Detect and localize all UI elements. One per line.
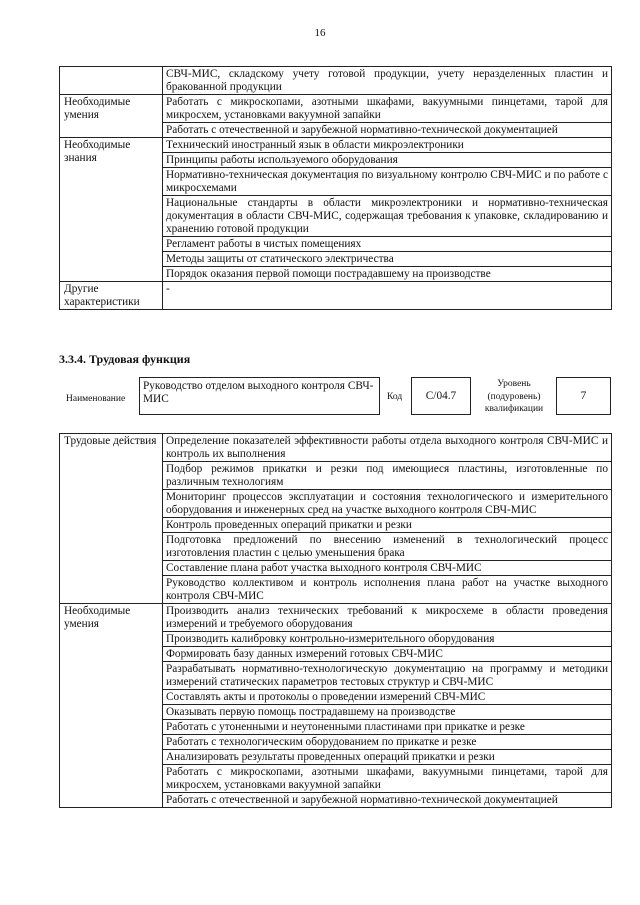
row-category-label [60, 67, 163, 95]
requirement-item: Мониторинг процессов эксплуатации и состояния технологического и измерительного оборудования и инженерных сред на участке выходного контроля СВЧ-МИС [163, 490, 612, 518]
requirement-item: Работать с отечественной и зарубежной нормативно-технической документацией [163, 793, 612, 808]
requirement-item: Работать с микроскопами, азотными шкафами, вакуумными пинцетами, тарой для микросхем, установками вакуумной запайки [163, 95, 612, 123]
requirement-item: Принципы работы используемого оборудования [163, 153, 612, 168]
requirement-item: Работать с микроскопами, азотными шкафами, вакуумными пинцетами, тарой для микросхем, установками вакуумной запайки [163, 765, 612, 793]
row-category-label: Необходимые знания [60, 138, 163, 282]
requirement-item: Нормативно-техническая документация по визуальному контролю СВЧ-МИС и по работе с микросхемами [163, 168, 612, 196]
requirement-item: Национальные стандарты в области микроэлектроники и нормативно-техническая документация в области СВЧ-МИС, содержащая требования к упаковке, складированию и хранению готовой продукции [163, 196, 612, 237]
requirement-item: Оказывать первую помощь пострадавшему на производстве [163, 705, 612, 720]
requirement-item: Руководство коллективом и контроль исполнения плана работ на участке выходного контроля СВЧ-МИС [163, 576, 612, 604]
table-row [60, 282, 612, 310]
code-label: Код [387, 392, 403, 402]
page-number: 16 [314, 27, 326, 39]
level-value: 7 [580, 389, 587, 402]
requirement-item: Разрабатывать нормативно-технологическую документацию на программу и методики измерений статических параметров тестовых структур и СВЧ-МИС [163, 662, 612, 690]
code-box [411, 377, 471, 415]
requirement-item: Технический иностранный язык в области микроэлектроники [163, 138, 612, 153]
requirement-item: Анализировать результаты проведенных операций прикатки и резки [163, 750, 612, 765]
requirement-item: Работать с отечественной и зарубежной нормативно-технической документацией [163, 123, 612, 138]
requirement-item: Методы защиты от статического электричества [163, 252, 612, 267]
name-label: Наименование [66, 394, 126, 404]
qualification-level-label: Уровень (подуровень) квалификации [484, 379, 544, 414]
requirement-item: Контроль проведенных операций прикатки и резки [163, 518, 612, 533]
requirement-item: Работать с утоненными и неутоненными пластинами при прикатке и резке [163, 720, 612, 735]
table-row [60, 138, 612, 153]
table-row [60, 434, 612, 462]
table-row [60, 604, 612, 632]
table-row [60, 67, 612, 95]
code-value: С/04.7 [425, 389, 457, 402]
requirement-item: СВЧ-МИС, складскому учету готовой продукции, учету неразделенных пластин и бракованной продукции [163, 67, 612, 95]
function-name: Руководство отделом выходного контроля СВЧ-МИС [143, 380, 374, 405]
requirement-item: Определение показателей эффективности работы отдела выходного контроля СВЧ-МИС и контроль их выполнения [163, 434, 612, 462]
requirement-item: Порядок оказания первой помощи пострадавшему на производстве [163, 267, 612, 282]
requirements-table [59, 66, 612, 310]
requirement-item: Производить калибровку контрольно-измерительного оборудования [163, 632, 612, 647]
requirement-item: - [163, 282, 612, 310]
requirement-item: Производить анализ технических требований к микросхеме в области проведения измерений и требуемого оборудования [163, 604, 612, 632]
labor-function-table [59, 433, 612, 808]
section-title: 3.3.4. Трудовая функция [59, 352, 191, 366]
table-row [60, 95, 612, 123]
level-box [556, 377, 611, 415]
requirement-item: Регламент работы в чистых помещениях [163, 237, 612, 252]
row-category-label: Другие характеристики [60, 282, 163, 310]
row-category-label: Необходимые умения [60, 95, 163, 138]
requirement-item: Работать с технологическим оборудованием по прикатке и резке [163, 735, 612, 750]
row-category-label: Трудовые действия [60, 434, 163, 604]
requirement-item: Формировать базу данных измерений готовых СВЧ-МИС [163, 647, 612, 662]
requirement-item: Подготовка предложений по внесению изменений в технологический процесс изготовления пластин с целью уменьшения брака [163, 533, 612, 561]
function-name-box [139, 377, 380, 415]
requirement-item: Подбор режимов прикатки и резки под имеющиеся пластины, изготовленные по различным технологиям [163, 462, 612, 490]
row-category-label: Необходимые умения [60, 604, 163, 808]
requirement-item: Составлять акты и протоколы о проведении измерений СВЧ-МИС [163, 690, 612, 705]
requirement-item: Составление плана работ участка выходного контроля СВЧ-МИС [163, 561, 612, 576]
